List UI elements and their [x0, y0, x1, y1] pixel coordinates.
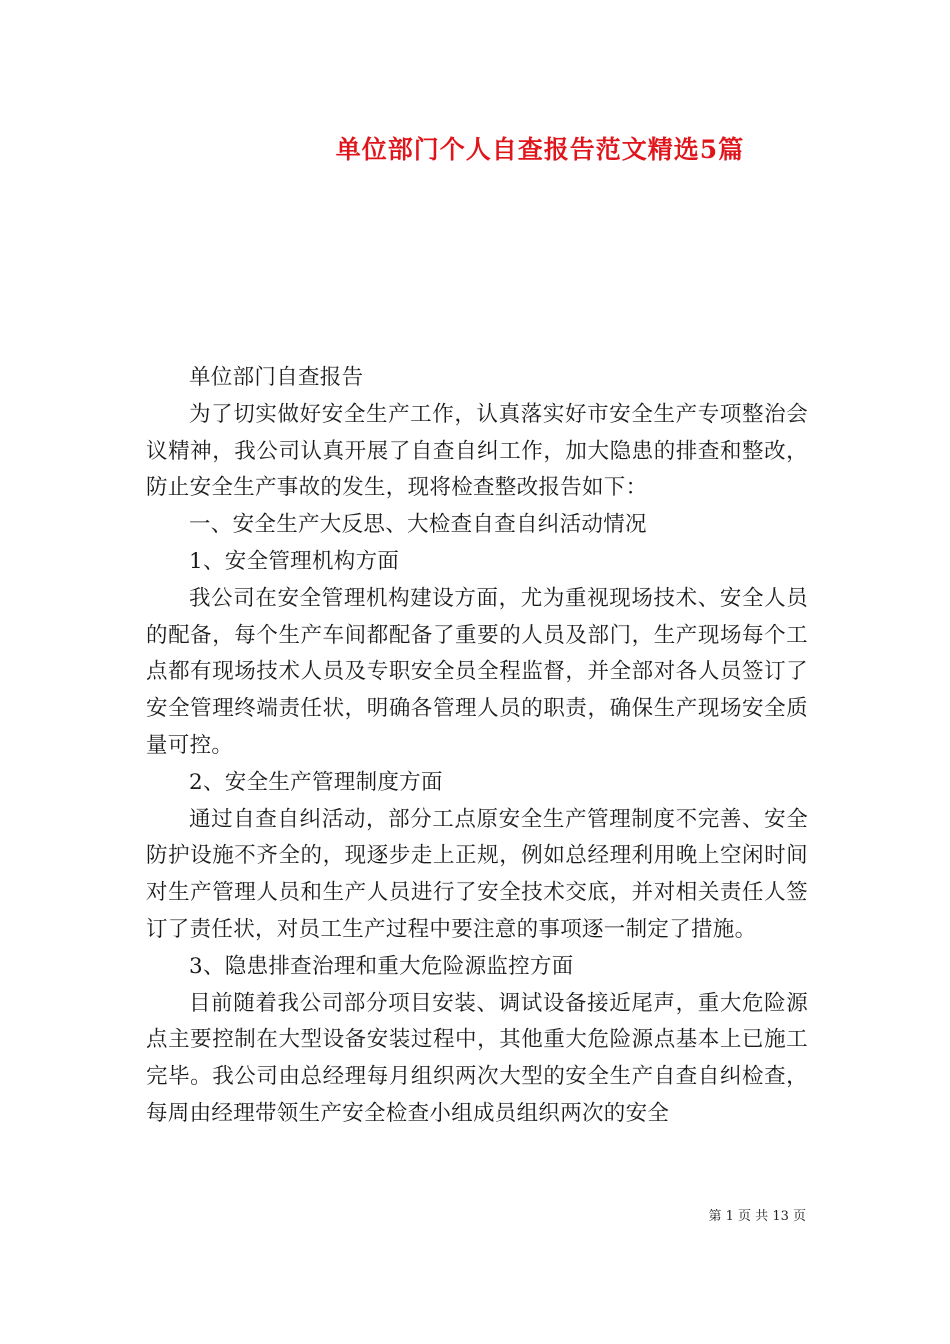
paragraph-2: 为了切实做好安全生产工作，认真落实好市安全生产专项整治会议精神，我公司认真开展了自查自纠工作，加大隐患的排查和整改，防止安全生产事故的发生，现将检查整改报告如下： — [146, 401, 808, 501]
paragraph-6: 2、安全生产管理制度方面 — [189, 769, 443, 795]
paragraph-9: 目前随着我公司部分项目安装、调试设备接近尾声，重大危险源点主要控制在大型设备安装过程中，其他重大危险源点基本上已施工完毕。我公司由总经理每月组织两次大型的安全生产自查自纠检查，每周由经理带领生产安全检查小组成员组织两次的安全 — [146, 990, 808, 1126]
paragraph-1: 单位部门自查报告 — [189, 365, 364, 390]
document-body — [146, 360, 808, 1133]
paragraph-5: 我公司在安全管理机构建设方面，尤为重视现场技术、安全人员的配备，每个生产车间都配备了重要的人员及部门，生产现场每个工点都有现场技术人员及专职安全员全程监督，并全部对各人员签订了安全管理终端责任状，明确各管理人员的职责，确保生产现场安全质量可控。 — [146, 585, 808, 758]
paragraph-8: 3、隐患排查治理和重大危险源监控方面 — [189, 953, 574, 979]
paragraph-3: 一、安全生产大反思、大检查自查自纠活动情况 — [189, 512, 647, 538]
paragraph-7: 通过自查自纠活动，部分工点原安全生产管理制度不完善、安全防护设施不齐全的，现逐步走上正规，例如总经理利用晚上空闲时间对生产管理人员和生产人员进行了安全技术交底，并对相关责任人签订了责任状，对员工生产过程中要注意的事项逐一制定了措施。 — [146, 806, 808, 942]
paragraph-4: 1、安全管理机构方面 — [189, 548, 400, 574]
page-footer: 第 1 页 共 13 页 — [708, 1209, 806, 1224]
document-title: 单位部门个人自查报告范文精选5篇 — [335, 135, 745, 164]
